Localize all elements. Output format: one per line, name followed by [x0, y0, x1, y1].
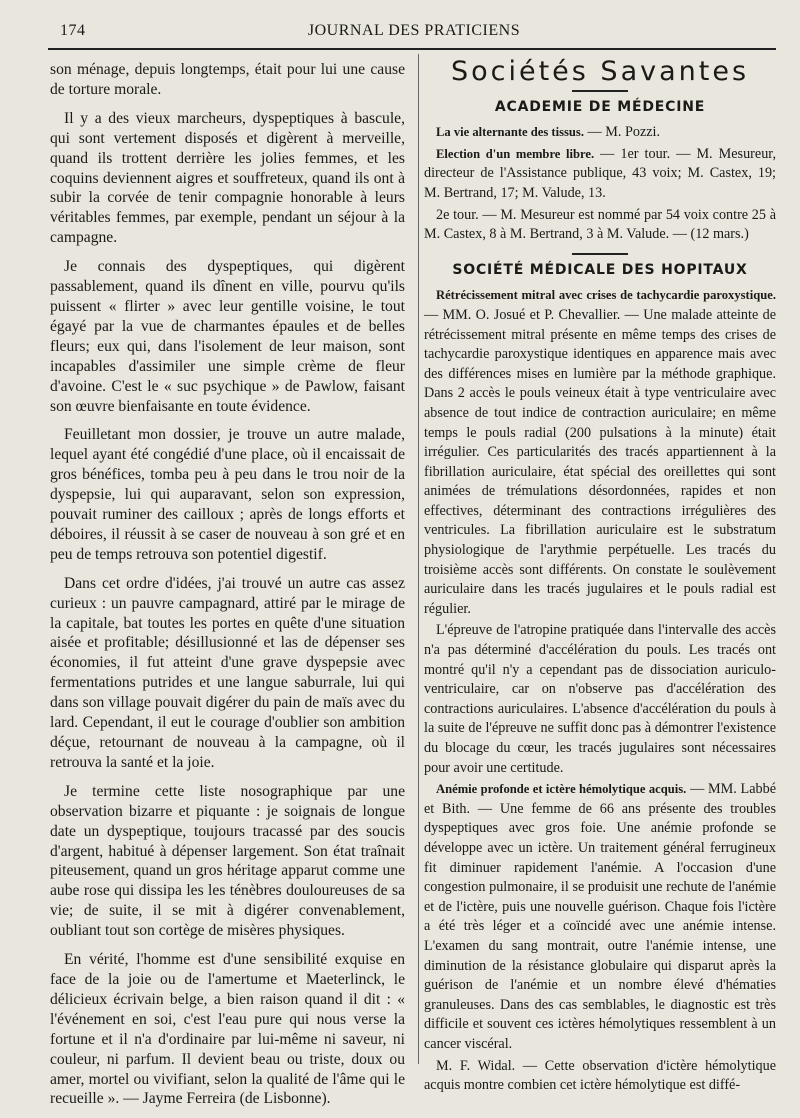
hopitaux-title: SOCIÉTÉ MÉDICALE DES HOPITAUX: [452, 261, 748, 278]
academie-item: [424, 145, 776, 204]
item-text: — 1er tour. — M. Mesureur, directeur de l'Assistance publique, 43 voix; M. Castex, 19; M. Bertrand, 17; M. Valude, 13.: [424, 145, 776, 201]
paragraph: Dans cet ordre d'idées, j'ai trouvé un autre cas assez curieux : un pauvre campagnard, attiré par le mirage de la capitale, bat toutes les portes en quête d'une situation aisée et profitable; désillusionné et las de dépenser ses économies, il fut atteint d'une grave dyspepsie avec fermentations putrides et une langue saburrale, lui qui dans son village pouvait digérer du pain de maïs avec du lard. Cependant, il eut le courage d'oublier son ambition déçue, retournant de nouveau à la campagne, où il retrouva la santé et la joie.: [50, 574, 405, 771]
column-divider: [418, 54, 419, 1064]
page-header: [48, 22, 780, 44]
right-column: [424, 56, 777, 1098]
paragraph: Je termine cette liste nosographique par une observation bizarre et piquante : je soignais de longue date un dyspeptique, toujours tracassé par des soucis d'argent, habitué à dépenser largement. Son état traînait piteusement, quand un gros héritage apparut comme une aube rose qui dissipa les les ténèbres douloureuses de sa vie; de suite, il se mit à digérer convenablement, oubliant tout son cortège de misères physiques.: [50, 782, 405, 940]
academie-title: ACADEMIE DE MÉDECINE: [494, 98, 706, 115]
item-lead: Anémie profonde et ictère hémolytique acquis.: [436, 782, 687, 797]
item-text: — M. Pozzi.: [583, 124, 661, 141]
paragraph: son ménage, depuis longtemps, était pour lui une cause de torture morale.: [50, 61, 405, 98]
hopitaux-item: [424, 780, 776, 1054]
item-lead: Election d'un membre libre.: [436, 146, 595, 161]
header-rule: [48, 48, 776, 50]
hopitaux-item: L'épreuve de l'atropine pratiquée dans l'intervalle des accès n'a pas déterminé d'accélération du pouls. Les tracés ont montré qu'il n'y a cependant pas de dissociation auriculo-ventriculaire, car on n'observe pas d'accélération des contractions auriculaires. L'absence d'accélération du pouls à la suite de l'épreuve ne suffit donc pas à démontrer l'existence du blocage du cœur, les tracés jugulaires sont nécessaires pour avoir une certitude.: [424, 622, 776, 776]
journal-title: JOURNAL DES PRATICIENS: [307, 22, 521, 39]
title-rule: [572, 90, 628, 92]
section-title: Sociétés Savantes: [450, 56, 750, 87]
section-rule: [572, 253, 628, 255]
paragraph: En vérité, l'homme est d'une sensibilité exquise en face de la joie ou de l'amertume et Maeterlinck, le délicieux écrivain belge, a bien raison quand il dit : « l'événement en soi, c'est l'eau pure qui nous verse la fortune et il n'a d'ordinaire par lui-même ni saveur, ni couleur, ni parfum. Il devient beau ou triste, doux ou amer, mortel ou vivifiant, selon la qualité de l'âme qui le recueille ». — Jayme Ferreira (de Lisbonne).: [50, 951, 405, 1108]
item-lead: Rétrécissement mitral avec crises de tachycardie paroxystique.: [436, 288, 776, 303]
hopitaux-item: [424, 286, 776, 619]
item-text: — MM. O. Josué et P. Chevallier. — Une malade atteinte de rétrécissement mitral présente en même temps des crises de tachycardie paroxystique identiques en apparence mais avec des différences mises en lumière par la méthode graphique. Dans 2 accès le pouls veineux était à type ventriculaire avec absence de tout indice de contraction auriculaire; en même temps le pouls radial (200 pulsations à la minute) était irrégulier. Ces particularités des tracés appartiennent à la fibrillation auriculaire, état spécial des oreillettes qui sont animées de trémulations désordonnées, rapides et non effectives, déterminant des contractions irrégulières des ventricules. La fibrillation auriculaire est le substratum physiologique de l'arythmie perpétuelle. Les tracés du troisième accès sont différents. On constate le soulèvement auriculaire dans les tracés jugulaires et le pouls radial est régulier.: [424, 306, 776, 617]
paragraph: Il y a des vieux marcheurs, dyspeptiques à bascule, qui sont vertement disposés et digèrent à merveille, quand ils trottent derrière les jolies femmes, et les coquins deviennent aigres et souffreteux, quand ils ont à subir la corvée de tenir compagnie honorable à leurs véritables femmes, par exemple, pendant un séjour à la campagne.: [50, 109, 405, 247]
academie-item: [424, 123, 776, 143]
paragraph: Je connais des dyspeptiques, qui digèrent passablement, quand ils dînent en ville, pourvu qu'ils puissent « flirter » avec leur gentille voisine, le tout égayé par la vue de charmantes épaules et de belles fleurs; eux qui, dans l'isolement de leur maison, sont incapables d'assimiler une simple crème de fleur d'avoine. C'est le « suc psychique » de Pawlow, faisant son œuvre bienfaisante en toute évidence.: [50, 258, 405, 415]
left-column: [50, 60, 405, 1118]
academie-item: 2e tour. — M. Mesureur est nommé par 54 voix contre 25 à M. Castex, 8 à M. Bertrand, 3 à M. Valude. — (12 mars.): [424, 206, 776, 243]
item-lead: La vie alternante des tissus.: [436, 125, 584, 140]
hopitaux-item: M. F. Widal. — Cette observation d'ictère hémolytique acquis montre combien cet ictère hémolytique est diffé-: [424, 1057, 776, 1094]
page-number: 174: [60, 22, 86, 39]
paragraph: Feuilletant mon dossier, je trouve un autre malade, lequel ayant été congédié d'une place, où il encaissait de gros bénéfices, tomba peu à peu dans le trou noir de la dyspepsie, lui qui auparavant, selon son expression, pouvait ruminer des cailloux ; après de longs efforts et déboires, il réussit à se caser de nouveau à son gré et en peu de temps retrouva son potentiel digestif.: [50, 426, 405, 563]
item-text: — MM. Labbé et Bith. — Une femme de 66 ans présente des troubles dyspeptiques avec gros foie. Une anémie profonde se développe avec un ictère. Un traitement général ferrugineux fit diminuer rapidement l'anémie. A l'occasion d'une congestion pulmonaire, il se produisit une rechute de l'anémie et de l'ictère, puis une nouvelle guérison. Chaque fois l'ictère a été très léger et a coïncidé avec une anémie intense. L'examen du sang montrait, outre l'anémie intense, une diminution de la résistance globulaire qui disparut après la guérison de l'anémie et un nombre élevé d'hématies granuleuses. Dans des cas semblables, le diagnostic est très difficile et souvent ces ictères hémolytiques ressemblent à un cancer viscéral.: [424, 781, 777, 1052]
